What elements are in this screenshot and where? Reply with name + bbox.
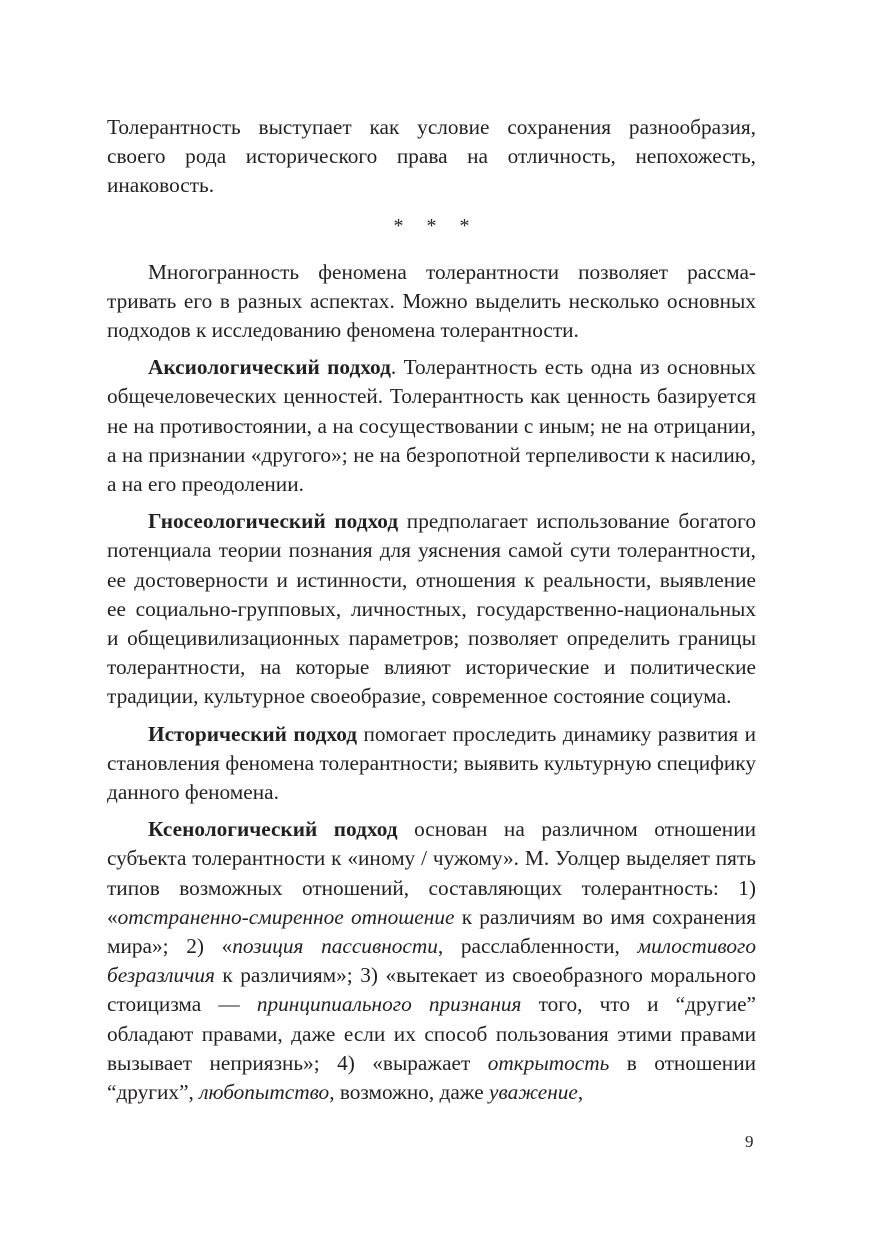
text-segment: , xyxy=(577,1080,584,1105)
italic-segment: позиция пассивности xyxy=(232,934,438,959)
italic-segment: уважение xyxy=(489,1080,578,1105)
text-gnoseological: предполагает использование богатого потенциала теории познания для уяснения самой сути толерантности, ее достоверности и истинности, отношения к реальности, выявление ее социально-групповых, личностных, государственно-национальных и общецивилизационных параметров; позволяет определить границы толерантности, на которые влияют исторические и политические традиции, культурное своеобразие, современное состояние социума. xyxy=(107,509,756,709)
paragraph-gnoseological xyxy=(107,507,756,711)
paragraph-historical xyxy=(107,720,756,808)
text-segment: основан на различном отношении субъекта толерантности к «иному / чужому». М. Уолцер выделяет пять типов возможных отношений, составляющих толерантность: 1) « xyxy=(107,817,756,929)
italic-segment: любопытство xyxy=(199,1080,330,1105)
term-axiological: Аксиологический подход xyxy=(148,355,391,380)
paragraph-axiological xyxy=(107,353,756,499)
term-gnoseological: Гносеологический подход xyxy=(148,509,399,534)
text-segment: к различиям»; 3) «вытекает из своеобразного морального стоицизма — xyxy=(107,963,756,1017)
text-segment: , возможно, даже xyxy=(329,1080,490,1105)
paragraph-aspects: Многогранность феномена толерантности позволяет рассматривать его в разных аспектах. Можно выделить несколько основных подходов к исследованию феномена толерантности. xyxy=(107,259,756,343)
paragraph-tolerance-condition: Толерантность выступает как условие сохранения разнообразия, своего рода исторического права на отличность, непохожесть, инаковость. xyxy=(107,115,756,198)
text-axiological: . Толерантность есть одна из основных общечеловеческих ценностей. Толерантность как ценность базируется не на противостоянии, а на сосуществовании с иным; не на отрицании, а на признании «другого»; не на безропотной терпеливости к насилию, а на его преодолении. xyxy=(107,355,756,497)
text-segment: к различиям во имя сохранения мира»; 2) « xyxy=(107,904,756,959)
page-body xyxy=(107,113,756,1107)
text-historical: помогает проследить динамику развития и становления феномена толерантности; выявить культурную специфику данного феномена. xyxy=(107,721,757,805)
italic-segment: принципиального признания xyxy=(256,992,522,1017)
term-xenological: Ксенологический подход xyxy=(148,817,398,842)
italic-segment: милостивого безразличия xyxy=(107,934,756,988)
italic-segment: отстраненно-смиренное отношение xyxy=(117,904,455,929)
text-segment: того, что и “другие” обладают правами, даже если их способ пользования этими правами вызывает неприязнь»; 4) «выражает xyxy=(107,992,757,1075)
term-historical: Исторический подход xyxy=(148,721,358,746)
text-segment: в отношении “других”, xyxy=(107,1050,757,1105)
page-number: 9 xyxy=(745,1132,754,1151)
paragraph-xenological xyxy=(107,815,756,1107)
italic-segment: открытость xyxy=(487,1050,610,1075)
text-segment: , расслабленности, xyxy=(437,934,638,959)
section-separator: * * * xyxy=(393,214,470,237)
